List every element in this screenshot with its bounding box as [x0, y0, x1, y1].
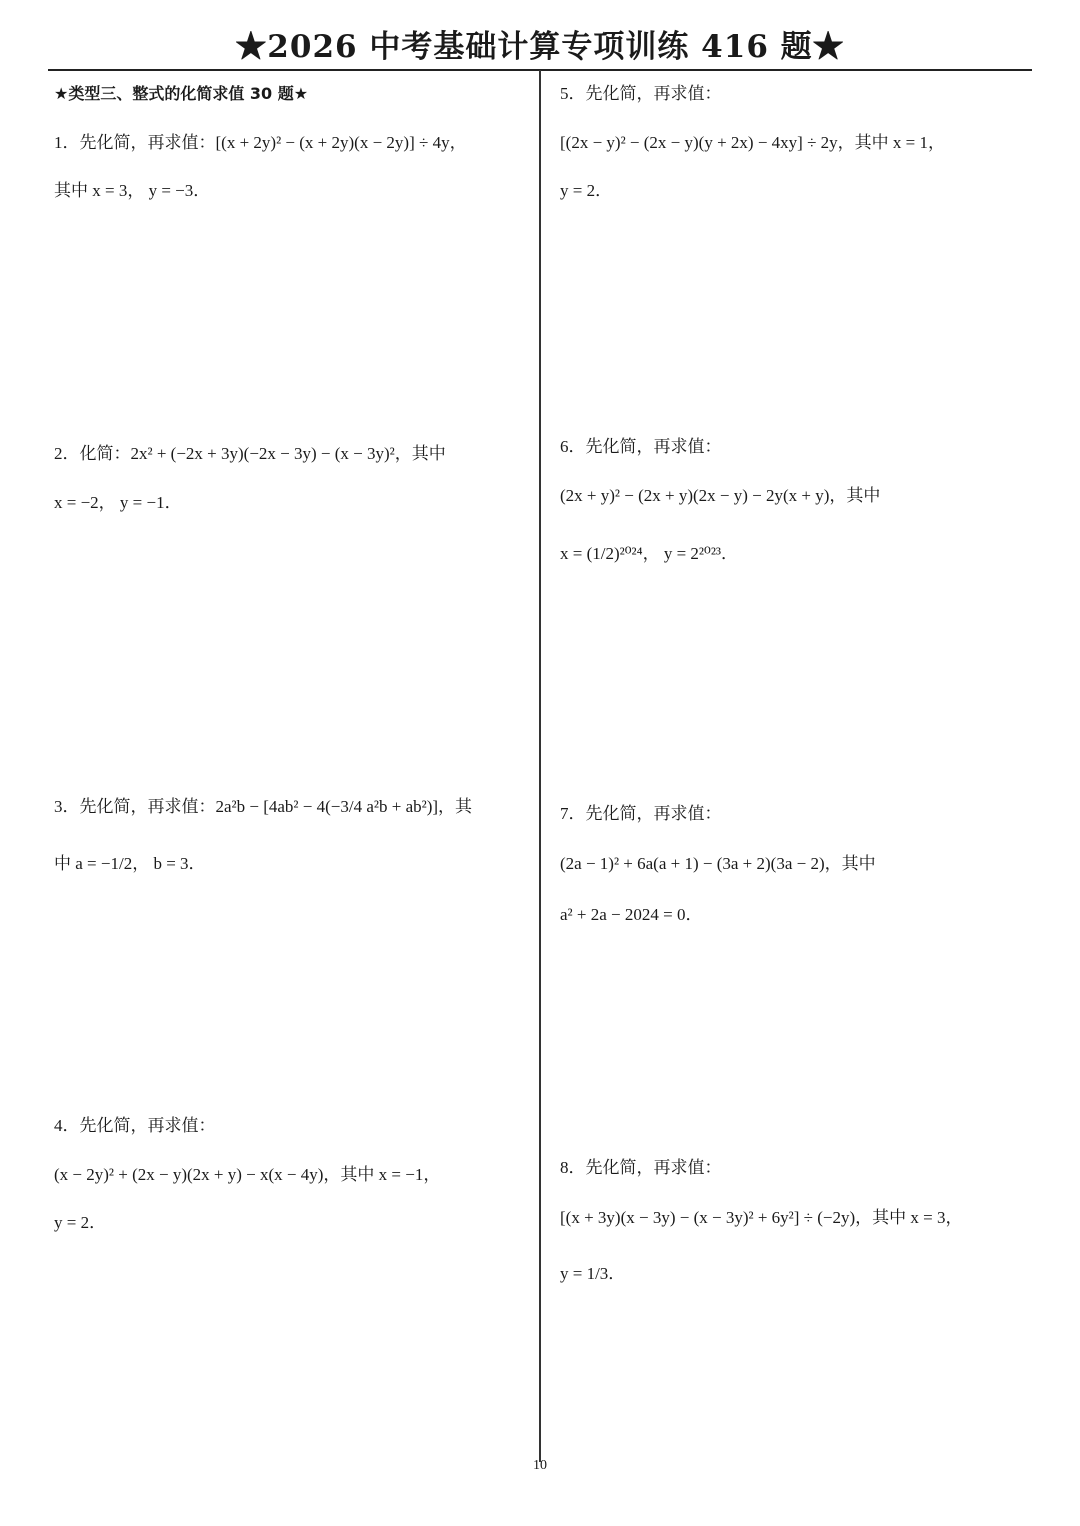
problem-1-line-1: 1．先化简，再求值：[(x + 2y)² − (x + 2y)(x − 2y)] ÷ 4y，: [54, 133, 467, 152]
problem-5-line-3: y = 2．: [560, 181, 613, 200]
problem-6-line-3: x = (1/2)²⁰²⁴， y = 2²⁰²³．: [560, 544, 739, 563]
problem-7-line-3: a² + 2a − 2024 = 0．: [560, 905, 703, 924]
problem-4-line-1: 4．先化简，再求值：: [54, 1116, 216, 1135]
problem-6-line-2: (2x + y)² − (2x + y)(2x − y) − 2y(x + y)，其中: [560, 486, 881, 505]
problem-1-line-2: 其中 x = 3， y = −3．: [54, 181, 211, 200]
problem-2-line-2: x = −2， y = −1．: [54, 493, 182, 512]
page-title: ★2026 中考基础计算专项训练 416 题★: [235, 29, 845, 65]
page-number: 10: [533, 1458, 547, 1473]
problem-3-line-1: 3．先化简，再求值：2a²b − [4ab² − 4(−3/4 a²b + ab²)]，其: [54, 797, 473, 816]
problem-5-line-1: 5．先化简，再求值：: [560, 84, 722, 103]
problem-8-line-3: y = 1/3．: [560, 1264, 626, 1283]
problem-4-line-2: (x − 2y)² + (2x − y)(2x + y) − x(x − 4y)，其中 x = −1，: [54, 1165, 441, 1184]
problem-8-line-2: [(x + 3y)(x − 3y) − (x − 3y)² + 6y²] ÷ (−2y)，其中 x = 3，: [560, 1208, 963, 1227]
problem-2-line-1: 2．化简：2x² + (−2x + 3y)(−2x − 3y) − (x − 3y)²，其中: [54, 444, 446, 463]
problem-7-line-2: (2a − 1)² + 6a(a + 1) − (3a + 2)(3a − 2)，其中: [560, 854, 876, 873]
section-heading: ★类型三、整式的化简求值 30 题★: [54, 84, 309, 103]
problem-3-line-2: 中 a = −1/2， b = 3．: [54, 854, 206, 873]
problem-8-line-1: 8．先化简，再求值：: [560, 1158, 722, 1177]
problem-5-line-2: [(2x − y)² − (2x − y)(y + 2x) − 4xy] ÷ 2y，其中 x = 1，: [560, 133, 945, 152]
column-divider: [539, 70, 541, 1462]
problem-7-line-1: 7．先化简，再求值：: [560, 804, 722, 823]
problem-6-line-1: 6．先化简，再求值：: [560, 437, 722, 456]
problem-4-line-3: y = 2．: [54, 1213, 107, 1232]
